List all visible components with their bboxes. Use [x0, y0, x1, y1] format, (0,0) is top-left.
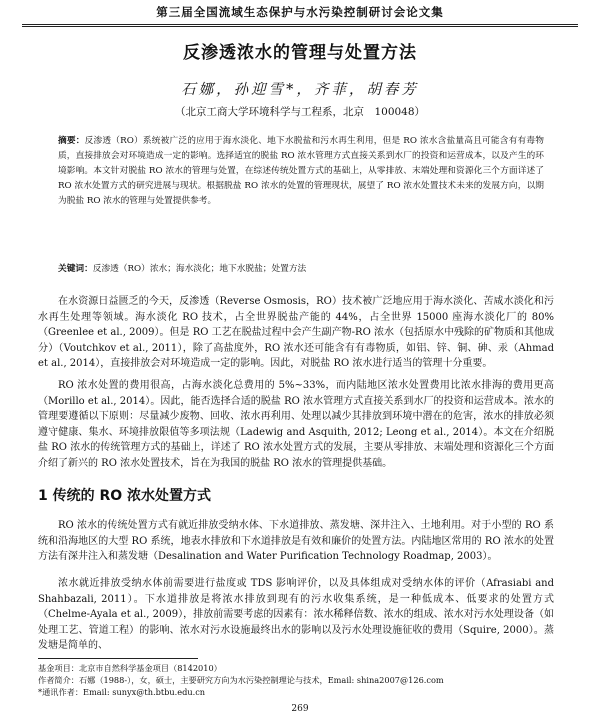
- intro-paragraph-1: 在水资源日益匮乏的今天，反渗透（Reverse Osmosis，RO）技术被广泛地应用于海水淡化、苦咸水淡化和污水再生处理等领域。海水淡化 RO 技术，占全世界脱盐产能的 44%，占全世界 15000 座海水淡化厂的 80%（Greenlee et al., 2009）。但是 RO 工艺在脱盐过程中会产生副产物-RO 浓水（包括原水中残除的矿物质和其他成分）（Voutchkov et al., 2011），除了高盐度外，RO 浓水还可能含有有毒物质，如铝、锌、铜、砷、汞（Ahmad et al., 2014），直接排放会对环境造成一定的影响。因此，对脱盐 RO 浓水进行适当的管理十分重要。: [38, 296, 554, 370]
- page-number: 269: [291, 704, 309, 714]
- intro-paragraph-2: RO 浓水处置的费用很高，占海水淡化总费用的 5%~33%，而内陆地区浓水处置费用比浓水排海的费用更高（Morillo et al., 2014）。因此，能否选择合适的脱盐 RO 浓水管理方式直接关系到水厂的投资和运营成本。浓水的管理要遵循以下原则：尽量减少废物、回收、浓水再利用、处理以减少其排放到环境中潜在的危害，浓水的排放必须遵守健康、集水、环境排放限值等多项法规（Ladewig and Asquith, 2012; Leong et al., 2014）。本文在介绍脱盐 RO 浓水的传统管理方式的基础上，详述了 RO 浓水处置方式的发展，主要从零排放、末端处理和资源化三个方面介绍了新兴的 RO 浓水处置技术，旨在为我国的脱盐 RO 浓水的管理提供基础。: [38, 380, 554, 469]
- author-list: 石娜，孙迎雪*，齐菲，胡春芳: [181, 82, 419, 98]
- header-rule-double: [22, 26, 578, 27]
- keywords: [58, 262, 544, 274]
- keywords-text: 反渗透（RO）浓水；海水淡化；地下水脱盐；处置方法: [92, 264, 307, 274]
- keywords-label: 关键词：: [58, 264, 93, 274]
- running-head: 第三届全国流域生态保护与水污染控制研讨会论文集: [156, 5, 444, 19]
- footnote-rule: [38, 658, 198, 659]
- header-rule: [22, 24, 578, 25]
- paper-title: 反渗透浓水的管理与处置方法: [183, 43, 417, 63]
- footnote-author-info: 作者简介：石娜（1988-），女，硕士，主要研究方向为水污染控制理论与技术，Email: shina2007@126.com: [38, 675, 444, 685]
- abstract: [58, 134, 544, 209]
- abstract-label: 摘要：: [58, 136, 85, 146]
- affiliation: （北京工商大学环境科学与工程系，北京 100048）: [174, 106, 426, 118]
- section-paragraph-2: 浓水就近排放受纳水体前需要进行盐度或 TDS 影响评价，以及具体组成对受纳水体的评价（Afrasiabi and Shahbazali, 2011）。下水道排放是将浓水排放到现有的污水收集系统，是一种低成本、低要求的处置方式（Chelme-Ayala et al., 2009），排放前需要考虑的因素有：浓水稀释倍数、浓水的组成、浓水对污水处理设备（如处理工艺、管道工程）的影响、浓水对污水设施最终出水的影响以及污水处理设施征收的费用（Squire, 2000）。蒸发塘是简单的、: [38, 578, 554, 652]
- footnote-fund: 基金项目：北京市自然科学基金项目（8142010）: [38, 663, 222, 673]
- abstract-text: 反渗透（RO）系统被广泛的应用于海水淡化、地下水脱盐和污水再生利用，但是 RO 浓水含盐量高且可能含有有毒物质，直接排放会对环境造成一定的影响。选择适宜的脱盐 RO 浓水管理方式直接关系到水厂的投资和运营成本，以及产生的环境影响。本文针对脱盐 RO 浓水的管理与处置，在综述传统处置方式的基础上，从零排放、末端处理和资源化三个方面详述了 RO 浓水处置方式的研究进展与现状。根据脱盐 RO 浓水的处置的管理现状，展望了 RO 浓水处置技术未来的发展方向，以期为脱盐 RO 浓水的管理与处置提供参考。: [58, 136, 544, 206]
- section-paragraph-1: RO 浓水的传统处置方式有就近排放受纳水体、下水道排放、蒸发塘、深井注入、土地利用。对于小型的 RO 系统和沿海地区的大型 RO 系统，地表水排放和下水道排放是有效和廉价的处置方法。内陆地区常用的 RO 浓水的处置方法有深井注入和蒸发塘（Desalination and Water Purification Technology Roadmap, 2003）。: [38, 520, 554, 563]
- section-heading: 1 传统的 RO 浓水处置方式: [38, 488, 212, 504]
- footnote-corresponding: *通讯作者：Email: sunyx@th.btbu.edu.cn: [38, 687, 206, 697]
